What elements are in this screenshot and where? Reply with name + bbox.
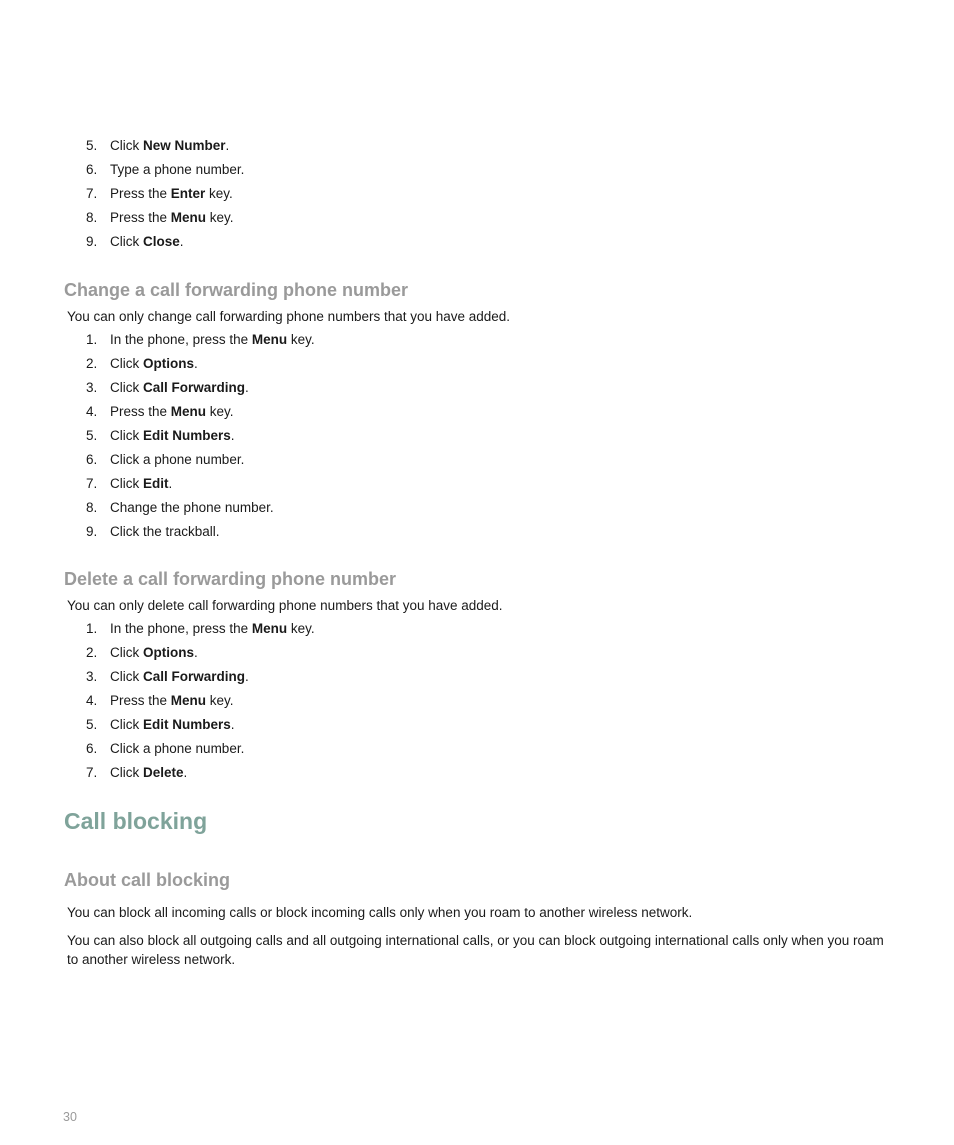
step-number: 1. bbox=[86, 332, 98, 347]
step-number: 7. bbox=[86, 476, 98, 491]
step-text bbox=[110, 499, 274, 517]
step-number: 8. bbox=[86, 210, 98, 225]
step-text bbox=[110, 692, 234, 710]
step-number: 3. bbox=[86, 380, 98, 395]
step-number: 8. bbox=[86, 500, 98, 515]
step-text-suffix: . bbox=[179, 234, 184, 249]
step-text-plain: Press the bbox=[110, 693, 171, 708]
step-text-bold: Call Forwarding bbox=[143, 669, 246, 684]
step-text-suffix: . bbox=[194, 356, 198, 371]
step-text bbox=[110, 355, 198, 373]
step-text bbox=[110, 764, 187, 782]
step-text-suffix: key. bbox=[206, 210, 234, 225]
step-text-plain: Click bbox=[110, 669, 143, 684]
step-text-suffix: . bbox=[183, 765, 188, 780]
step-text-bold: Options bbox=[143, 645, 194, 660]
step-text-plain: Click a phone number. bbox=[110, 452, 245, 467]
step-number: 6. bbox=[86, 741, 98, 756]
step-text-suffix: key. bbox=[206, 693, 234, 708]
step-text-plain: In the phone, press the bbox=[110, 332, 252, 347]
step-text-suffix: key. bbox=[205, 186, 233, 201]
step-text-plain: Click bbox=[110, 380, 143, 395]
step-text-bold: Call Forwarding bbox=[143, 380, 246, 395]
step-text bbox=[110, 185, 233, 203]
step-text-suffix: . bbox=[168, 476, 173, 491]
step-number: 7. bbox=[86, 765, 98, 780]
step-text-plain: Click bbox=[110, 645, 143, 660]
intro-delete-forwarding-number: You can only delete call forwarding phone numbers that you have added. bbox=[67, 598, 503, 613]
step-text-bold: New Number bbox=[143, 138, 226, 153]
step-text-plain: Change the phone number. bbox=[110, 500, 274, 515]
step-text-bold: Edit Numbers bbox=[143, 428, 231, 443]
step-text bbox=[110, 451, 244, 469]
step-text bbox=[110, 644, 198, 662]
step-text-plain: In the phone, press the bbox=[110, 621, 252, 636]
step-text-suffix: . bbox=[230, 428, 235, 443]
step-text-suffix: . bbox=[225, 138, 230, 153]
step-text-plain: Type a phone number. bbox=[110, 162, 245, 177]
step-text-suffix: key. bbox=[287, 332, 315, 347]
step-number: 7. bbox=[86, 186, 98, 201]
step-number: 4. bbox=[86, 404, 98, 419]
step-text bbox=[110, 475, 172, 493]
step-number: 9. bbox=[86, 234, 98, 249]
step-number: 4. bbox=[86, 693, 98, 708]
step-text-suffix: key. bbox=[287, 621, 315, 636]
step-number: 6. bbox=[86, 162, 98, 177]
step-text-plain: Click a phone number. bbox=[110, 741, 245, 756]
step-text-bold: Delete bbox=[143, 765, 184, 780]
step-text bbox=[110, 161, 244, 179]
heading-about-call-blocking: About call blocking bbox=[64, 870, 231, 890]
step-text bbox=[110, 523, 220, 541]
step-text-plain: Press the bbox=[110, 210, 171, 225]
step-text bbox=[110, 740, 244, 758]
step-text-plain: Click bbox=[110, 356, 143, 371]
step-text-plain: Click bbox=[110, 717, 143, 732]
step-text-plain: Click bbox=[110, 138, 143, 153]
step-number: 2. bbox=[86, 356, 98, 371]
step-text bbox=[110, 620, 315, 638]
step-number: 2. bbox=[86, 645, 98, 660]
step-text bbox=[110, 427, 235, 445]
paragraph-block-outgoing: You can also block all outgoing calls and all outgoing international calls, or you can block outgoing international calls only when you roam to another wireless network. bbox=[67, 933, 884, 967]
step-text bbox=[110, 137, 229, 155]
step-number: 6. bbox=[86, 452, 98, 467]
step-text-plain: Press the bbox=[110, 186, 171, 201]
step-text bbox=[110, 331, 315, 349]
step-number: 5. bbox=[86, 717, 98, 732]
step-text-plain: Press the bbox=[110, 404, 171, 419]
step-number: 1. bbox=[86, 621, 98, 636]
step-text bbox=[110, 668, 249, 686]
step-number: 5. bbox=[86, 428, 98, 443]
step-text-suffix: . bbox=[194, 645, 198, 660]
paragraph-block-incoming: You can block all incoming calls or block incoming calls only when you roam to another wireless network. bbox=[67, 905, 693, 920]
step-number: 3. bbox=[86, 669, 98, 684]
step-text bbox=[110, 716, 235, 734]
heading-change-forwarding-number: Change a call forwarding phone number bbox=[64, 280, 409, 300]
step-text-plain: Click bbox=[110, 476, 143, 491]
page-number: 30 bbox=[63, 1110, 77, 1124]
step-text-bold: Menu bbox=[251, 621, 288, 636]
step-text bbox=[110, 403, 234, 421]
section-title-call-blocking: Call blocking bbox=[64, 808, 208, 834]
step-text-bold: Menu bbox=[170, 693, 207, 708]
step-text-bold: Close bbox=[143, 234, 180, 249]
step-text-plain: Click bbox=[110, 765, 143, 780]
step-text bbox=[110, 233, 184, 251]
heading-delete-forwarding-number: Delete a call forwarding phone number bbox=[64, 569, 397, 589]
step-text-bold: Menu bbox=[170, 404, 207, 419]
step-text-bold: Menu bbox=[251, 332, 288, 347]
step-text-suffix: . bbox=[230, 717, 235, 732]
intro-change-forwarding-number: You can only change call forwarding phone numbers that you have added. bbox=[67, 309, 511, 324]
step-text-bold: Edit bbox=[143, 476, 169, 491]
step-number: 9. bbox=[86, 524, 98, 539]
step-text-plain: Click bbox=[110, 234, 143, 249]
step-number: 5. bbox=[86, 138, 98, 153]
step-text-bold: Menu bbox=[170, 210, 207, 225]
step-text-plain: Click the trackball. bbox=[110, 524, 220, 539]
step-text-bold: Enter bbox=[170, 186, 206, 201]
step-text-suffix: . bbox=[245, 380, 249, 395]
step-text-suffix: key. bbox=[206, 404, 234, 419]
step-text bbox=[110, 379, 249, 397]
step-text-plain: Click bbox=[110, 428, 143, 443]
step-text-bold: Options bbox=[143, 356, 194, 371]
step-text-bold: Edit Numbers bbox=[143, 717, 231, 732]
step-text-suffix: . bbox=[245, 669, 249, 684]
step-text bbox=[110, 209, 234, 227]
